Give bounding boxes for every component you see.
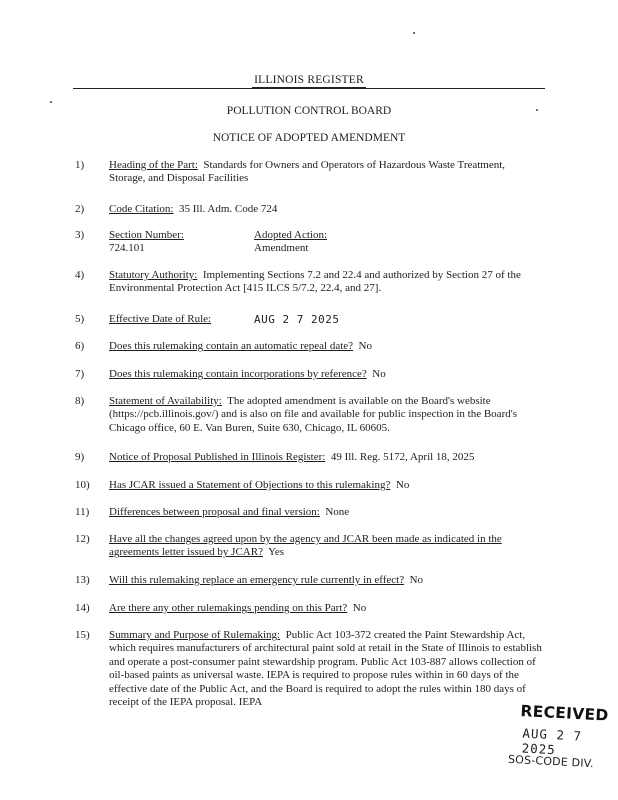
item-text: 49 Ill. Reg. 5172, April 18, 2025 xyxy=(330,451,475,463)
item-text: No xyxy=(358,340,372,352)
item-body xyxy=(109,159,544,186)
item-number: 11) xyxy=(75,506,90,518)
item-number: 6) xyxy=(75,340,85,352)
section-number-header: Section Number: xyxy=(109,229,184,241)
scan-speck xyxy=(50,101,52,103)
item-body xyxy=(109,506,544,519)
item-text: Yes xyxy=(268,546,285,559)
received-stamp: RECEIVED xyxy=(520,702,609,725)
item-number: 4) xyxy=(75,269,85,281)
item-text: No xyxy=(395,479,410,491)
item-number: 1) xyxy=(75,159,85,171)
item-body xyxy=(109,533,544,560)
item-text: Public Act 103-372 created the Paint Stewardship Act, which requires manufacturers of architectural paint sold at retail in the State of Illinois to establish and operate a post-consumer paint stewardship program. Public Act 103-887 allows collection of oil-based paints as universal waste. IEPA is required to propose rules within in 60 days of the effective date of the Public Act, and the Board is required to adopt the rules within 180 days of receipt of the IEPA proposal. IEPA xyxy=(109,629,542,709)
item-label: Notice of Proposal Published in Illinois Register: xyxy=(109,451,326,463)
item-number: 2) xyxy=(75,203,85,215)
register-title: ILLINOIS REGISTER xyxy=(254,74,364,86)
notice-title: NOTICE OF ADOPTED AMENDMENT xyxy=(212,132,406,144)
item-text: None xyxy=(325,506,350,518)
item-body xyxy=(109,340,544,353)
item-label: Summary and Purpose of Rulemaking: xyxy=(109,629,281,641)
section-number-value: 724.101 xyxy=(109,242,145,255)
section-number-column xyxy=(109,229,249,256)
adopted-action-value: Amendment xyxy=(254,242,309,255)
item-number: 9) xyxy=(75,451,85,463)
item-label: Does this rulemaking contain incorporations by reference? xyxy=(109,368,367,380)
scan-speck xyxy=(413,32,415,34)
item-number: 13) xyxy=(75,574,90,586)
item-text: 35 Ill. Adm. Code 724 xyxy=(178,203,278,215)
item-body xyxy=(109,602,544,615)
item-body xyxy=(109,269,544,296)
item-body xyxy=(109,203,544,216)
item-body xyxy=(109,479,544,492)
item-label: Code Citation: xyxy=(109,203,174,215)
received-division-stamp: SOS-CODE DIV. xyxy=(507,752,595,771)
item-number: 15) xyxy=(75,629,90,641)
item-label: Has JCAR issued a Statement of Objections to this rulemaking? xyxy=(109,479,391,491)
item-label: Are there any other rulemakings pending on this Part? xyxy=(109,602,348,614)
item-number: 14) xyxy=(75,602,90,614)
item-label: Have all the changes agreed upon by the agency and JCAR been made as indicated in the agreements letter issued by JCAR? xyxy=(109,533,502,559)
item-number: 5) xyxy=(75,313,85,325)
adopted-action-column xyxy=(254,229,454,256)
item-label: Will this rulemaking replace an emergency rule currently in effect? xyxy=(109,574,405,586)
item-body xyxy=(109,395,544,435)
received-date-stamp: AUG 2 7 2025 xyxy=(521,725,583,758)
item-number: 3) xyxy=(75,229,85,241)
item-number: 10) xyxy=(75,479,90,491)
item-body xyxy=(109,574,544,587)
board-title: POLLUTION CONTROL BOARD xyxy=(226,105,392,117)
item-number: 8) xyxy=(75,395,85,407)
item-body xyxy=(109,313,544,326)
item-label: Statement of Availability: xyxy=(109,395,222,407)
item-label: Does this rulemaking contain an automatic repeal date? xyxy=(109,340,354,352)
adopted-action-header: Adopted Action: xyxy=(254,229,328,241)
item-body xyxy=(109,451,544,464)
effective-date-stamp: AUG 2 7 2025 xyxy=(254,313,340,326)
header-rule xyxy=(73,88,545,89)
item-text: No xyxy=(352,602,367,614)
item-number: 7) xyxy=(75,368,85,380)
item-body xyxy=(109,368,544,381)
item-text: The adopted amendment is available on the Board's website (https://pcb.illinois.gov/) and is also on file and available for public inspection in the Board's Chicago office, 60 E. Van Buren, Suite 630, Chicago, IL 60605. xyxy=(109,395,517,434)
item-text: Standards for Owners and Operators of Hazardous Waste Treatment, Storage, and Disposal Facilities xyxy=(109,159,506,185)
item-number: 12) xyxy=(75,533,90,545)
item-text: No xyxy=(409,574,424,586)
item-label: Statutory Authority: xyxy=(109,269,198,281)
item-text: No xyxy=(372,368,386,380)
item-label: Effective Date of Rule: xyxy=(109,313,212,325)
item-text: Implementing Sections 7.2 and 22.4 and authorized by Section 27 of the Environmental Protection Act [415 ILCS 5/7.2, 22.4, and 27]. xyxy=(109,269,521,295)
item-label: Differences between proposal and final version: xyxy=(109,506,320,518)
item-body xyxy=(109,629,544,709)
item-label: Heading of the Part: xyxy=(109,159,198,171)
